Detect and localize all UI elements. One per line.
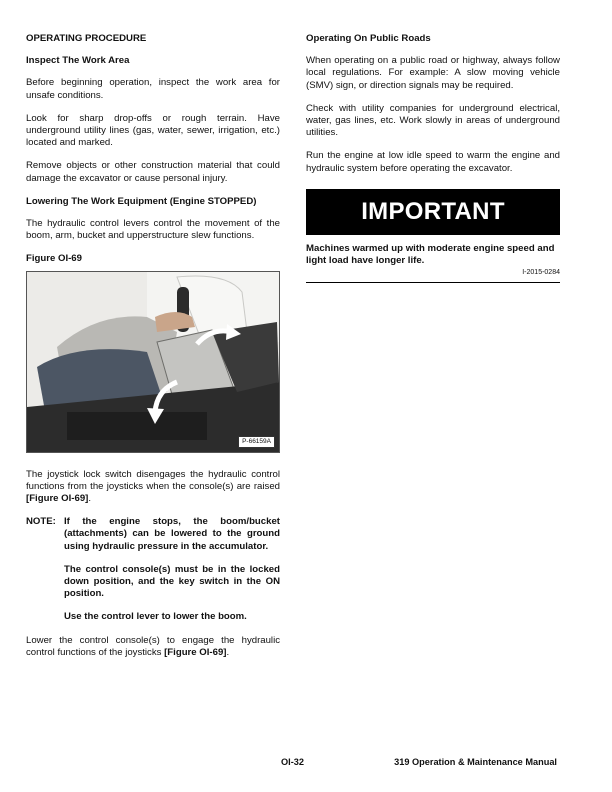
important-code: I-2015-0284 — [306, 268, 560, 283]
right-column — [306, 33, 560, 283]
figure-photo — [26, 271, 280, 453]
lower-console-text-end: . — [226, 646, 230, 658]
page-number: OI-32 — [281, 757, 304, 767]
note-body — [64, 516, 280, 623]
inspect-paragraph-1: Before beginning operation, inspect the work area for unsafe conditions. — [26, 77, 280, 101]
note-label: NOTE: — [26, 516, 56, 528]
lowering-heading: Lowering The Work Equipment (Engine STOPPED) — [26, 195, 257, 207]
section-heading: OPERATING PROCEDURE — [26, 33, 147, 44]
note-block — [26, 516, 280, 623]
inspect-paragraph-2: Look for sharp drop-offs or rough terrain. Have underground utility lines (gas, water, sewer, irrigation, etc.) located and marked. — [26, 112, 280, 149]
roads-paragraph-2: Check with utility companies for underground electrical, water, gas lines, etc. Work slowly in areas of underground utilities. — [306, 102, 560, 139]
joystick-text: The joystick lock switch disengages the hydraulic control functions from the joysticks when the console(s) are raised — [26, 468, 280, 492]
inspect-heading: Inspect The Work Area — [26, 55, 130, 67]
inspect-paragraph-3: Remove objects or other construction material that could damage the excavator or cause personal injury. — [26, 160, 280, 184]
roads-paragraph-3: Run the engine at low idle speed to warm the engine and hydraulic system before operating the excavator. — [306, 150, 560, 174]
roads-heading: Operating On Public Roads — [306, 33, 431, 44]
figure-label: Figure OI-69 — [26, 253, 82, 265]
figure-reference: [Figure OI-69] — [26, 493, 89, 505]
note-paragraph-3: Use the control lever to lower the boom. — [64, 611, 247, 623]
joystick-text-end: . — [88, 493, 92, 505]
roads-paragraph-1: When operating on a public road or highway, always follow local regulations. For example: A slow moving vehicle (SMV) sign, or direction signals may be required. — [306, 55, 560, 91]
note-paragraph-2: The control console(s) must be in the locked down position, and the key switch in the ON position. — [64, 563, 280, 600]
figure-code: P-66159A — [238, 436, 275, 448]
lower-console-text: Lower the control console(s) to engage the hydraulic control functions of the joysticks — [26, 634, 280, 658]
left-column — [26, 33, 280, 670]
important-text: Machines warmed up with moderate engine speed and light load have longer life. — [306, 242, 555, 267]
lowering-paragraph: The hydraulic control levers control the movement of the boom, arm, bucket and upperstructure slew functions. — [26, 218, 280, 242]
manual-title: 319 Operation & Maintenance Manual — [394, 757, 557, 767]
console-illustration — [27, 272, 279, 452]
note-paragraph-1: If the engine stops, the boom/bucket (attachments) can be lowered to the ground using hydraulic pressure in the accumulator. — [64, 516, 280, 552]
figure-reference-2: [Figure OI-69] — [164, 646, 227, 658]
joystick-paragraph — [26, 469, 280, 506]
important-banner: IMPORTANT — [306, 189, 560, 235]
lower-console-paragraph — [26, 635, 280, 659]
